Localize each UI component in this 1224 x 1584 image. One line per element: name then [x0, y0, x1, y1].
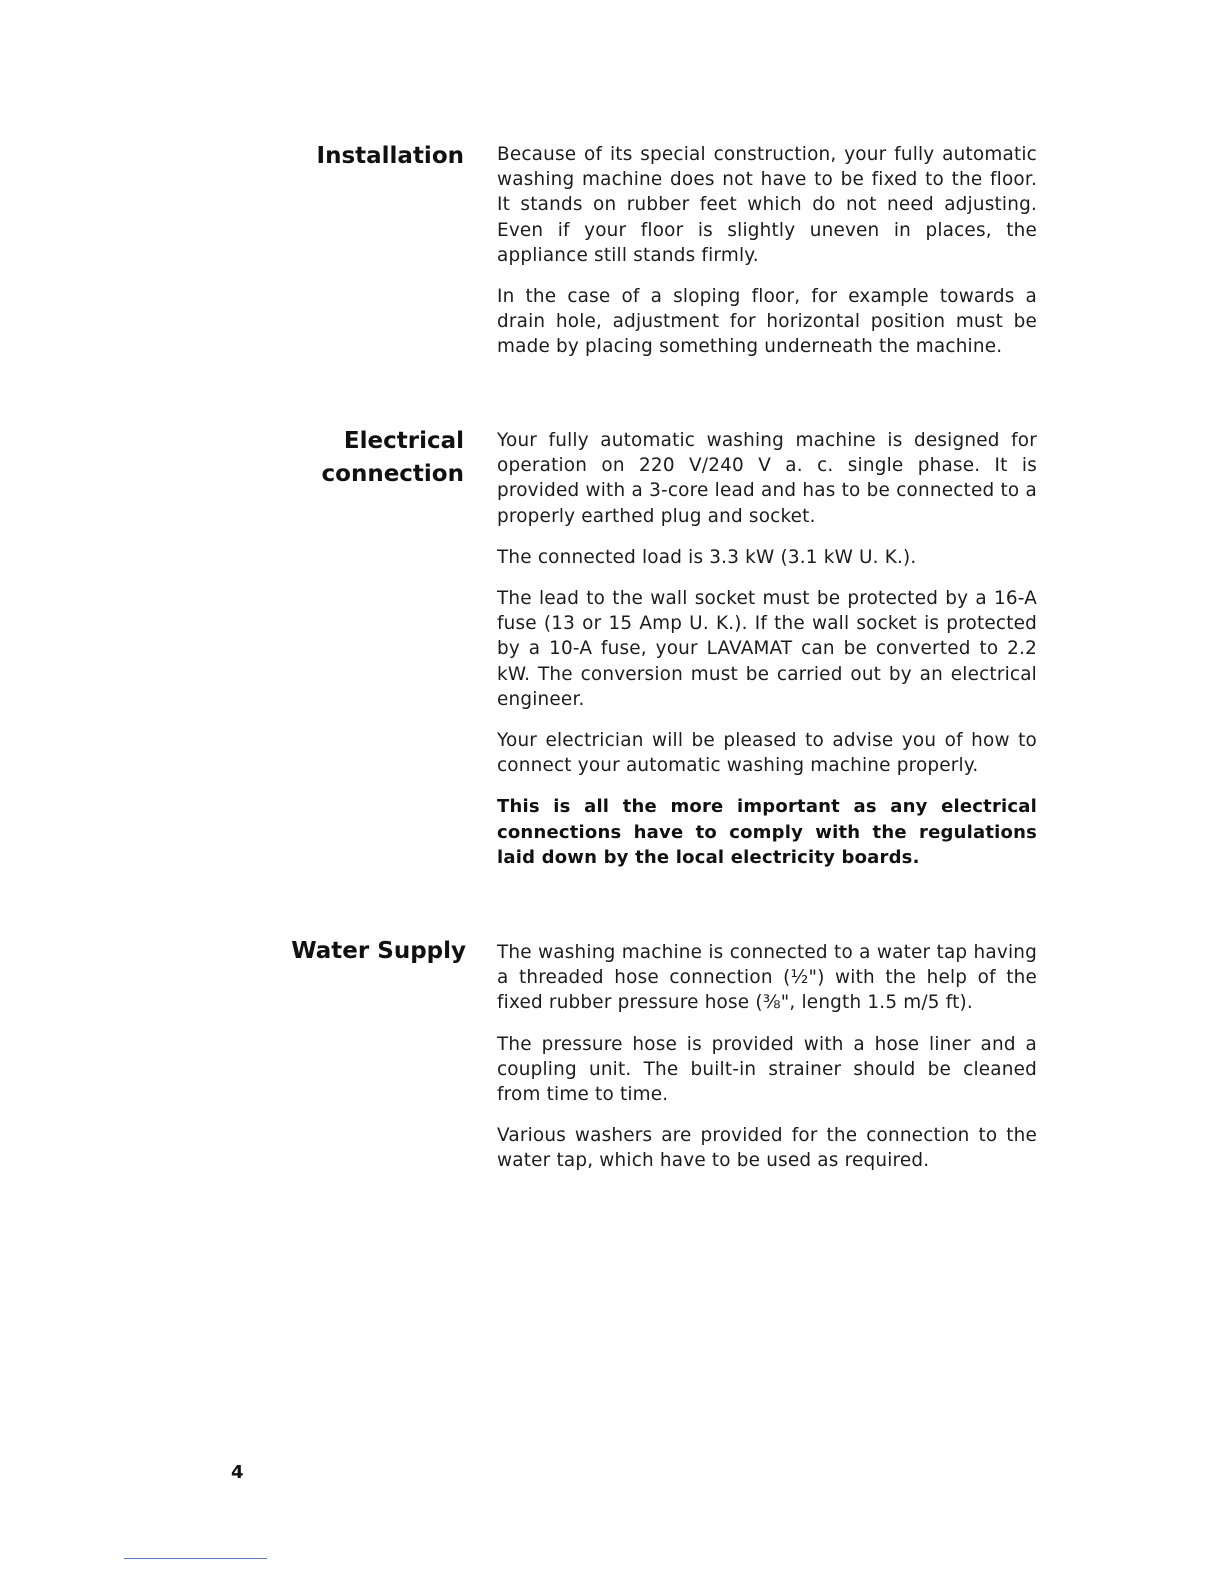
page-number: 4 — [231, 1462, 244, 1483]
electrical-paragraph: The connected load is 3.3 kW (3.1 kW U. K.). — [497, 546, 917, 568]
water-supply-heading: Water Supply — [291, 938, 466, 964]
water-supply-paragraph: The pressure hose is provided with a hose liner and a coupling unit. The built-in strainer should be cleaned from time to time. — [497, 1033, 1037, 1106]
electrical-paragraph: Your fully automatic washing machine is designed for operation on 220 V/240 V a. c. single phase. It is provided with a 3-core lead and has to be connected to a properly earthed plug and socket. — [497, 430, 1037, 527]
electrical-paragraph: The lead to the wall socket must be protected by a 16-A fuse (13 or 15 Amp U. K.). If the wall socket is protected by a 10-A fuse, your LAVAMAT can be converted to 2.2 kW. The conversion must be carried out by an electrical engineer. — [497, 588, 1037, 710]
installation-paragraph: In the case of a sloping floor, for example towards a drain hole, adjustment for horizontal position must be made by placing something underneath the machine. — [497, 286, 1037, 358]
water-supply-paragraph: Various washers are provided for the connection to the water tap, which have to be used as required. — [497, 1125, 1037, 1172]
electrical-heading: Electrical connection — [321, 428, 464, 487]
installation-heading: Installation — [316, 143, 464, 169]
bottom-rule — [124, 1558, 267, 1559]
electrical-body — [497, 428, 1037, 886]
installation-paragraph: Because of its special construction, your fully automatic washing machine does not have to be fixed to the floor. It stands on rubber feet which do not need adjusting. Even if your floor is slightly uneven in places, the appliance still stands firmly. — [497, 144, 1037, 266]
electrical-paragraph: Your electrician will be pleased to advise you of how to connect your automatic washing machine properly. — [497, 730, 1037, 777]
water-supply-body — [497, 940, 1037, 1190]
installation-body — [497, 142, 1037, 376]
electrical-warning: This is all the more important as any electrical connections have to comply with the regulations laid down by the local electricity boards. — [497, 796, 1037, 868]
water-supply-paragraph: The washing machine is connected to a water tap having a threaded hose connection (½") with the help of the fixed rubber pressure hose (⅜", length 1.5 m/5 ft). — [497, 942, 1037, 1014]
